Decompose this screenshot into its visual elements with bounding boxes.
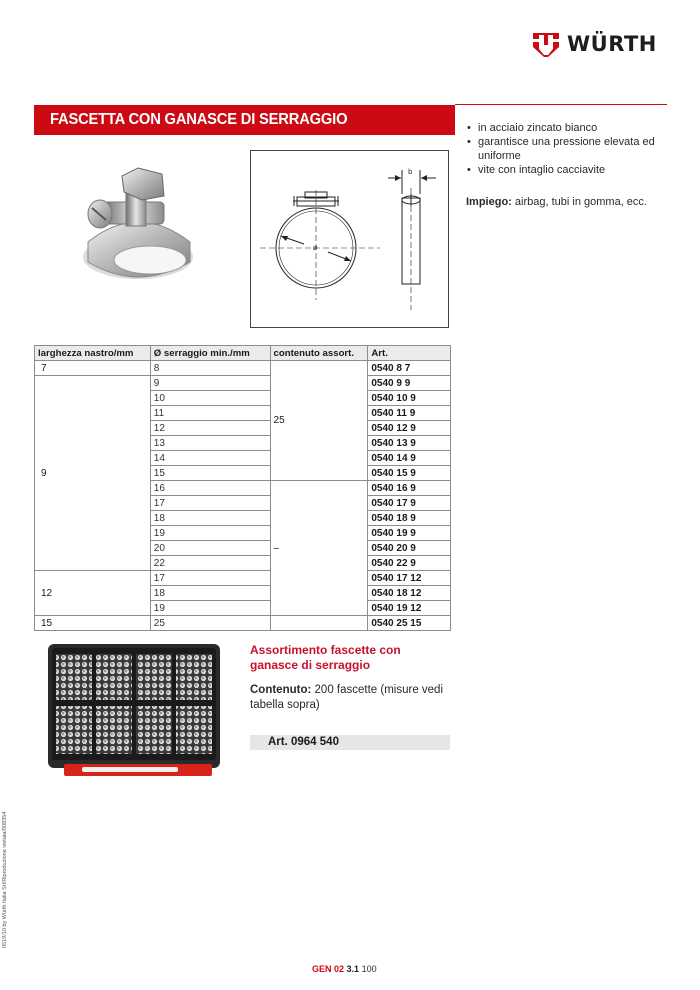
article-cell: 0540 10 9	[368, 391, 451, 406]
footer-section: GEN 02	[312, 964, 345, 974]
article-cell: 0540 13 9	[368, 436, 451, 451]
copyright-note: 0519/10 by Würth Italia Srl/Riproduzione vietata/008354	[2, 811, 8, 948]
table-header-row	[35, 346, 451, 361]
diameter-cell: 12	[150, 421, 270, 436]
assortment-content-label: Contenuto:	[250, 684, 312, 696]
diameter-cell: 17	[150, 496, 270, 511]
assortment-article-box	[250, 735, 450, 750]
article-cell: 0540 25 15	[368, 616, 451, 631]
article-cell: 0540 22 9	[368, 556, 451, 571]
assortment-title: Assortimento fascette con ganasce di serraggio	[250, 643, 401, 672]
feature-list	[466, 121, 676, 177]
diameter-cell: 17	[150, 571, 270, 586]
diameter-cell: 25	[150, 616, 270, 631]
article-cell: 0540 14 9	[368, 451, 451, 466]
feature-item: • in acciaio zincato bianco	[466, 121, 676, 135]
assortment-content	[250, 683, 450, 713]
feature-item: • garantisce una pressione elevata ed uniforme	[466, 135, 676, 163]
article-cell: 0540 15 9	[368, 466, 451, 481]
diameter-cell: 18	[150, 511, 270, 526]
page-footer	[312, 964, 377, 974]
diameter-cell: 20	[150, 541, 270, 556]
assortment-box-image	[46, 640, 224, 780]
diameter-cell: 19	[150, 526, 270, 541]
page-title-bar	[34, 105, 455, 135]
width-cell: 12	[35, 571, 151, 616]
technical-drawing	[250, 150, 449, 328]
diameter-cell: 8	[150, 361, 270, 376]
article-cell: 0540 9 9	[368, 376, 451, 391]
article-cell: 0540 17 12	[368, 571, 451, 586]
footer-chapter: 3.1	[346, 964, 360, 974]
diameter-cell: 10	[150, 391, 270, 406]
diameter-cell: 15	[150, 466, 270, 481]
content-cell: 25	[270, 361, 368, 481]
width-cell: 7	[35, 361, 151, 376]
footer-page-number: 100	[361, 964, 377, 974]
diameter-cell: 18	[150, 586, 270, 601]
col-header-diameter: Ø serraggio min./mm	[150, 346, 270, 361]
width-cell: 15	[35, 616, 151, 631]
brand-name: WÜRTH	[567, 32, 657, 56]
article-cell: 0540 18 9	[368, 511, 451, 526]
assortment-content-text: 200 fascette (misure vedi tabella sopra)	[250, 684, 444, 711]
feature-item: • vite con intaglio cacciavite	[466, 163, 676, 177]
table-row	[35, 616, 451, 631]
article-cell: 0540 16 9	[368, 481, 451, 496]
brand-logo	[531, 30, 671, 58]
title-rule	[455, 104, 667, 105]
page-title: FASCETTA CON GANASCE DI SERRAGGIO	[50, 111, 348, 128]
table-row	[35, 376, 451, 391]
table-row	[35, 361, 451, 376]
article-cell: 0540 19 12	[368, 601, 451, 616]
content-cell: –	[270, 481, 368, 616]
svg-text:ø: ø	[313, 244, 318, 252]
usage-text	[466, 195, 681, 209]
article-cell: 0540 11 9	[368, 406, 451, 421]
article-cell: 0540 8 7	[368, 361, 451, 376]
diameter-cell: 22	[150, 556, 270, 571]
article-cell: 0540 18 12	[368, 586, 451, 601]
diameter-cell: 14	[150, 451, 270, 466]
article-cell: 0540 17 9	[368, 496, 451, 511]
col-header-article: Art.	[368, 346, 451, 361]
usage-label: Impiego:	[466, 196, 512, 208]
article-cell: 0540 19 9	[368, 526, 451, 541]
wurth-logo-icon	[531, 31, 561, 57]
diameter-cell: 11	[150, 406, 270, 421]
diameter-cell: 9	[150, 376, 270, 391]
assortment-article: Art. 0964 540	[268, 736, 339, 748]
dimension-label: b	[408, 168, 413, 176]
clamp-product-image	[78, 162, 198, 292]
width-cell: 9	[35, 376, 151, 571]
usage-value: airbag, tubi in gomma, ecc.	[514, 196, 647, 208]
col-header-width: larghezza nastro/mm	[35, 346, 151, 361]
col-header-content: contenuto assort.	[270, 346, 368, 361]
diameter-cell: 13	[150, 436, 270, 451]
article-cell: 0540 20 9	[368, 541, 451, 556]
spec-table	[34, 345, 451, 631]
diameter-cell: 19	[150, 601, 270, 616]
table-row	[35, 571, 451, 586]
content-cell	[270, 616, 368, 631]
article-cell: 0540 12 9	[368, 421, 451, 436]
diameter-cell: 16	[150, 481, 270, 496]
